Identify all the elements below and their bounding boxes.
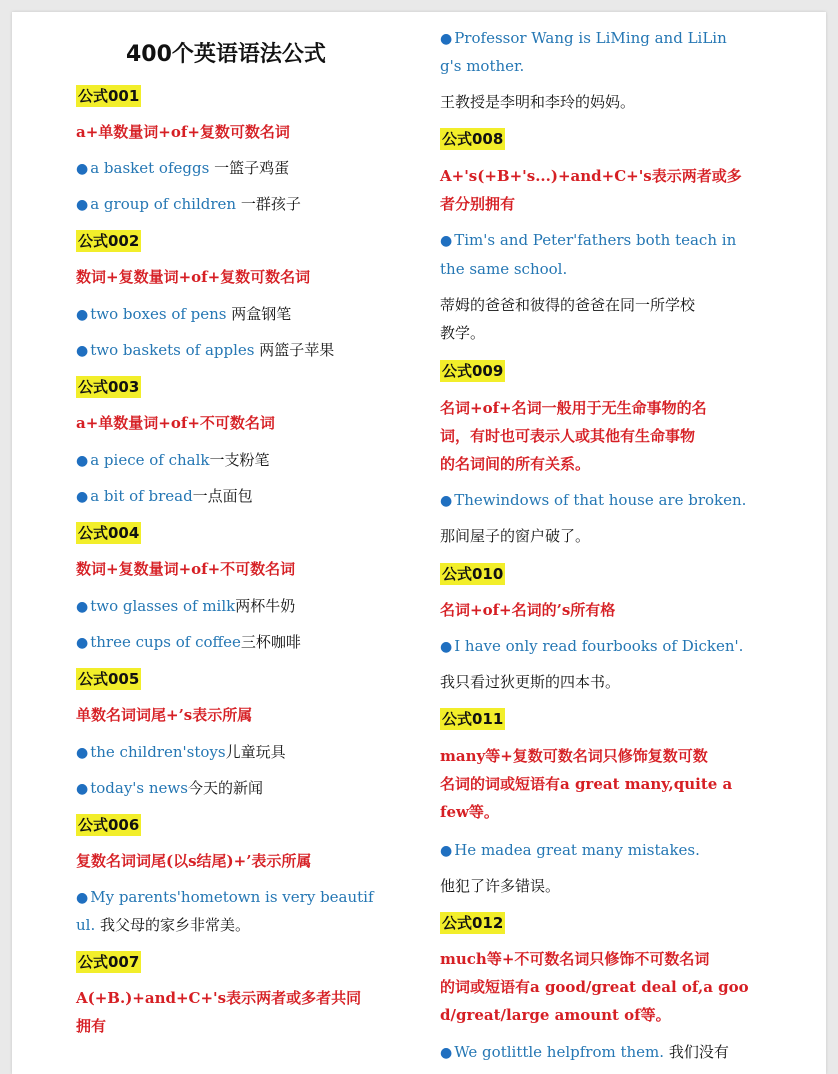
example-line: ● the children'stoys儿童玩具 (76, 743, 286, 761)
formula-rule: 拥有 (76, 1017, 107, 1035)
bullet-icon: ● (76, 197, 89, 213)
example-line: ● We gotlittle helpfrom them. 我们没有 (440, 1043, 729, 1061)
example-line: the same school. (440, 260, 568, 278)
formula-rule: 的名词间的所有关系。 (440, 455, 591, 473)
formula-rule: 名词+of+名词的’s所有格 (440, 601, 616, 619)
formula-rule: 名词的词或短语有a great many,quite a (440, 775, 733, 793)
document-page: 400个英语语法公式 公式001 a+单数量词+of+复数可数名词 ● a basket ofeggs 一篮子鸡蛋 ● a group of children 一群孩子 公式002 数词+复数量词+of+复数可数名词 ● two boxes of pens 两盒钢笔 ● two baskets of apples 两篮子苹果 公式003 a+单数量词+of+不可数名词 ● a piece of chalk一支粉笔 ● a bit of bread一点面包 公式004 数词+复数量词+of+不可数名词 ● two glasses of milk两杯牛奶 ● three cups of coffee三杯咖啡 公式005 单数名词词尾+’s表示所属 ● the children'stoys儿童玩具 ● today's news今天的新闻 公式006 复数名词词尾(以s结尾)+’表示所属 ● My parents'hometown is very beautif ul. 我父母的家乡非常美。 公式007 A(+B.)+and+C+'s表示两者或多者共同 拥有 ● Professor Wang is LiMing and LiLin g's mother. 王教授是李明和李玲的妈妈。 公式008 A+'s(+B+'s...)+and+C+'s表示两者或多 者分别拥有 ● Tim's and Peter'fathers both teach in the same school. 蒂姆的爸爸和彼得的爸爸在同一所学校 教学。 公式009 名词+of+名词一般用于无生命事物的名 词，有时也可表示人或其他有生命事物 的名词间的所有关系。 ● Thewindows of that house are broken. 那间屋子的窗户破了。 公式010 名词+of+名词的’s所有格 ● I have only read fourbooks of Dicken'. 我只看过狄更斯的四本书。 公式011 many等+复数可数名词只修饰复数可数 名词的词或短语有a great many,quite a few等。 ● He madea great many mistakes. 他犯了许多错误。 公式012 much等+不可数名词只修饰不可数名词 的词或短语有a good/great deal of,a goo d/great/large amount of等。 ● We gotlittle helpfrom them. 我们没有 (12, 12, 826, 1074)
bullet-icon: ● (440, 1045, 453, 1061)
bullet-icon: ● (76, 161, 89, 177)
formula-tag: 公式007 (78, 953, 140, 971)
formula-tag: 公式002 (78, 232, 140, 250)
example-line: ul. 我父母的家乡非常美。 (76, 916, 251, 934)
bullet-icon: ● (76, 343, 89, 359)
bullet-icon: ● (76, 307, 89, 323)
formula-rule: a+单数量词+of+复数可数名词 (76, 123, 290, 141)
formula-tag: 公式001 (78, 87, 140, 105)
formula-tag: 公式009 (442, 362, 504, 380)
example-line: ● two boxes of pens 两盒钢笔 (76, 305, 292, 323)
example-line: ● I have only read fourbooks of Dicken'. (440, 637, 744, 655)
example-line: ● He madea great many mistakes. (440, 841, 700, 859)
example-line: ● two glasses of milk两杯牛奶 (76, 597, 296, 615)
formula-tag: 公式006 (78, 816, 140, 834)
example-line: ● a group of children 一群孩子 (76, 195, 301, 213)
bullet-icon: ● (76, 781, 89, 797)
formula-rule: 复数名词词尾(以s结尾)+’表示所属 (76, 852, 312, 870)
formula-tag: 公式004 (78, 524, 140, 542)
formula-rule: 单数名词词尾+’s表示所属 (76, 706, 253, 724)
formula-rule: many等+复数可数名词只修饰复数可数 (440, 747, 708, 765)
formula-rule: 数词+复数量词+of+复数可数名词 (76, 268, 311, 286)
example-line: g's mother. (440, 57, 525, 75)
formula-rule: 数词+复数量词+of+不可数名词 (76, 560, 296, 578)
example-line: ● Thewindows of that house are broken. (440, 491, 747, 509)
bullet-icon: ● (440, 233, 453, 249)
formula-rule: few等。 (440, 803, 499, 821)
formula-rule: a+单数量词+of+不可数名词 (76, 414, 275, 432)
formula-rule: 者分别拥有 (440, 195, 516, 213)
formula-tag: 公式005 (78, 670, 140, 688)
bullet-icon: ● (440, 843, 453, 859)
example-line: ● My parents'hometown is very beautif (76, 888, 374, 906)
example-line: ● a bit of bread一点面包 (76, 487, 253, 505)
page-title: 400个英语语法公式 (126, 42, 326, 67)
bullet-icon: ● (76, 635, 89, 651)
example-line: ● Professor Wang is LiMing and LiLin (440, 29, 727, 47)
bullet-icon: ● (440, 31, 453, 47)
formula-rule: d/great/large amount of等。 (440, 1006, 671, 1024)
formula-tag: 公式010 (442, 565, 504, 583)
example-line: ● Tim's and Peter'fathers both teach in (440, 231, 737, 249)
bullet-icon: ● (76, 890, 89, 906)
bullet-icon: ● (440, 639, 453, 655)
example-line: ● three cups of coffee三杯咖啡 (76, 633, 301, 651)
formula-rule: much等+不可数名词只修饰不可数名词 (440, 950, 710, 968)
formula-rule: 词，有时也可表示人或其他有生命事物 (440, 427, 696, 445)
example-line: ● a basket ofeggs 一篮子鸡蛋 (76, 159, 290, 177)
formula-rule: 的词或短语有a good/great deal of,a goo (440, 978, 749, 996)
formula-tag: 公式003 (78, 378, 140, 396)
example-line: ● two baskets of apples 两篮子苹果 (76, 341, 335, 359)
formula-tag: 公式012 (442, 914, 504, 932)
formula-tag: 公式011 (442, 710, 504, 728)
formula-rule: A+'s(+B+'s...)+and+C+'s表示两者或多 (440, 167, 742, 185)
bullet-icon: ● (440, 493, 453, 509)
bullet-icon: ● (76, 599, 89, 615)
example-line: ● a piece of chalk一支粉笔 (76, 451, 270, 469)
example-line: ● today's news今天的新闻 (76, 779, 263, 797)
bullet-icon: ● (76, 453, 89, 469)
formula-tag: 公式008 (442, 130, 504, 148)
formula-rule: A(+B.)+and+C+'s表示两者或多者共同 (76, 989, 362, 1007)
bullet-icon: ● (76, 745, 89, 761)
formula-rule: 名词+of+名词一般用于无生命事物的名 (440, 399, 707, 417)
bullet-icon: ● (76, 489, 89, 505)
